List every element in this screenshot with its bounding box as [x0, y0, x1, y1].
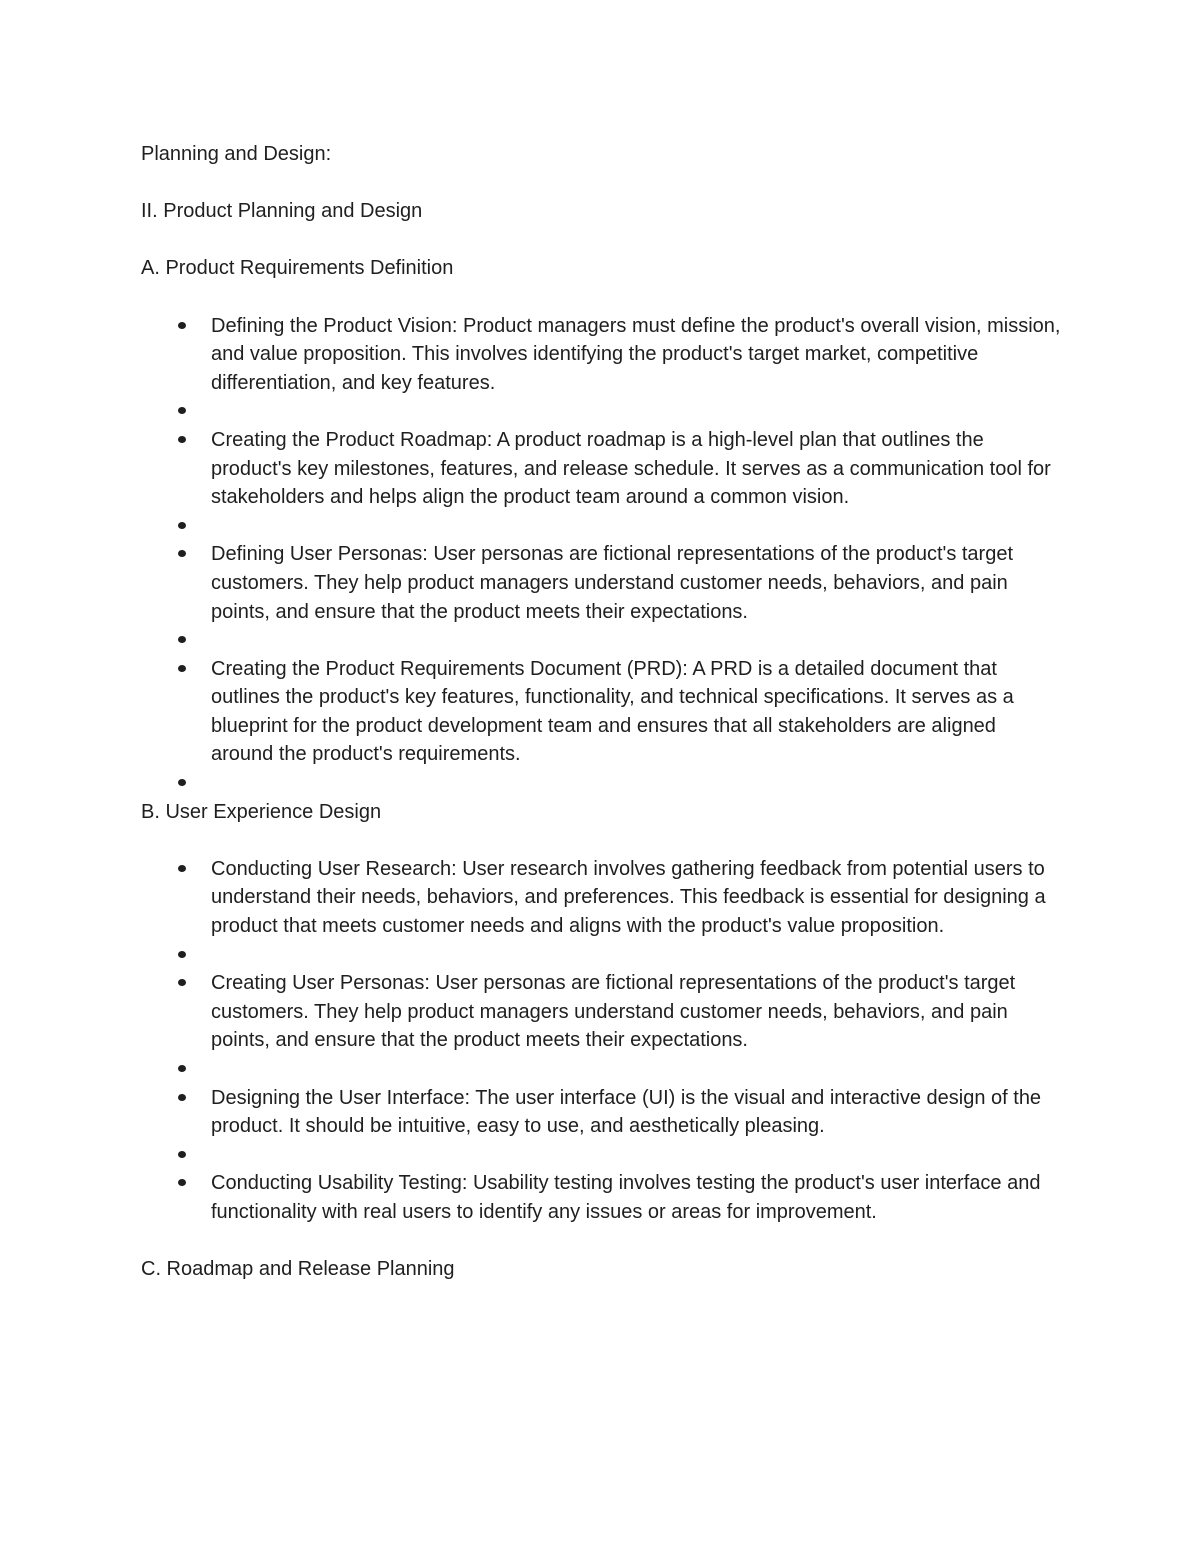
list-item-text: Designing the User Interface: The user interface (UI) is the visual and interactive design of the product. It should be intuitive, easy to use, and aesthetically pleasing. [211, 1086, 1042, 1138]
document-body [141, 140, 1061, 1284]
section-heading: II. Product Planning and Design [141, 200, 423, 223]
list-item-text: Conducting User Research: User research involves gathering feedback from potential users to understand their needs, behaviors, and preferences. This feedback is essential for designing a product that meets customer needs and aligns with the product's value proposition. [211, 857, 1046, 938]
bullet-icon [178, 951, 186, 958]
spacer [141, 826, 1061, 855]
list-item-text: Defining User Personas: User personas are fictional representations of the product's target customers. They help product managers understand customer needs, behaviors, and pain points, and ensure that the product meets their expectations. [211, 543, 1014, 623]
list-item [141, 397, 1061, 426]
subsection-heading-b: B. User Experience Design [141, 800, 382, 823]
list-item-text: Conducting Usability Testing: Usability testing involves testing the product's user interface and functionality with real users to identify any issues or areas for improvement. [211, 1172, 1041, 1223]
list-item [141, 540, 1061, 626]
subsection-heading-c: C. Roadmap and Release Planning [141, 1258, 455, 1281]
document-title: Planning and Design: [141, 143, 332, 165]
list-item [141, 1169, 1061, 1226]
spacer [141, 226, 1061, 255]
list-item [141, 1141, 1061, 1170]
bullet-list-a [141, 312, 1061, 798]
list-item [141, 941, 1061, 970]
list-item [141, 1055, 1061, 1084]
list-item [141, 855, 1061, 941]
list-item-text: Creating the Product Requirements Document (PRD): A PRD is a detailed document that outlines the product's key features, functionality, and technical specifications. It serves as a blueprint for the product development team and ensures that all stakeholders are aligned around the product's requirements. [211, 657, 1014, 766]
bullet-icon [178, 1151, 186, 1158]
bullet-icon [178, 322, 186, 329]
list-item [141, 626, 1061, 655]
bullet-icon [178, 1094, 186, 1101]
list-item [141, 969, 1061, 1055]
list-item [141, 655, 1061, 769]
bullet-icon [178, 1065, 186, 1072]
list-item-text: Defining the Product Vision: Product managers must define the product's overall vision, mission, and value proposition. This involves identifying the product's target market, competitive differentiation, and key features. [211, 314, 1061, 394]
bullet-icon [178, 407, 186, 414]
list-item [141, 769, 1061, 798]
bullet-icon [178, 1179, 186, 1186]
spacer [141, 283, 1061, 312]
bullet-icon [178, 550, 186, 557]
bullet-icon [178, 636, 186, 643]
bullet-icon [178, 865, 186, 872]
bullet-icon [178, 522, 186, 529]
bullet-list-b [141, 855, 1061, 1227]
bullet-icon [178, 979, 186, 986]
bullet-icon [178, 436, 186, 443]
bullet-icon [178, 779, 186, 786]
list-item-text: Creating User Personas: User personas are fictional representations of the product's target customers. They help product managers understand customer needs, behaviors, and pain points, and ensure that the product meets their expectations. [211, 972, 1016, 1052]
list-item [141, 312, 1061, 398]
list-item [141, 512, 1061, 541]
list-item-text: Creating the Product Roadmap: A product roadmap is a high-level plan that outlines the product's key milestones, features, and release schedule. It serves as a communication tool for stakeholders and helps align the product team around a common vision. [211, 428, 1051, 509]
spacer [141, 169, 1061, 198]
bullet-icon [178, 665, 186, 672]
subsection-heading-a: A. Product Requirements Definition [141, 257, 454, 280]
list-item [141, 426, 1061, 512]
list-item [141, 1084, 1061, 1141]
